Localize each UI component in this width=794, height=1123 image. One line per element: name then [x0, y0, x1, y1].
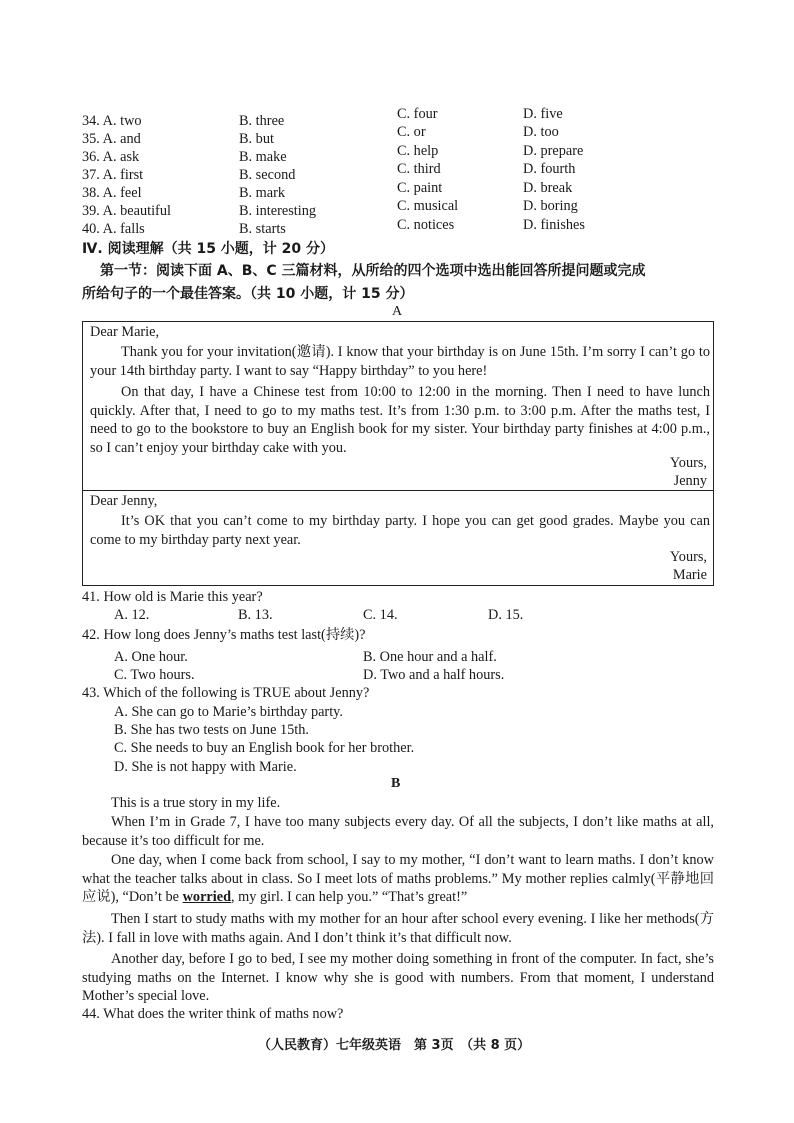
option-37a: 37. A. first [82, 167, 144, 183]
option-34c: C. four [397, 106, 438, 122]
passage-b-label: B [391, 776, 401, 791]
passage-a-label: A [392, 304, 403, 319]
section-instruction-line2: 所给句子的一个最佳答案。（共 10 小题，计 15 分） [82, 286, 414, 302]
section-instruction-line1: 第一节：阅读下面 A、B、C 三篇材料，从所给的四个选项中选出能回答所提问题或完成 [100, 263, 646, 279]
q41-stem: 41. How old is Marie this year? [82, 589, 263, 605]
q41-option-d: D. 15. [488, 607, 524, 623]
letter1-signature: Jenny [673, 473, 707, 489]
q43-option-d: D. She is not happy with Marie. [114, 759, 297, 775]
option-36a: 36. A. ask [82, 149, 140, 165]
option-39b: B. interesting [239, 203, 317, 219]
option-40b: B. starts [239, 221, 286, 237]
option-38c: C. paint [397, 180, 443, 196]
letter1-closing: Yours, [669, 455, 707, 471]
q42-option-a: A. One hour. [114, 649, 188, 665]
passage-b-paragraph-2: When I’m in Grade 7, I have too many subjects every day. Of all the subjects, I don’t like maths at all, because it’s too difficult for me. [82, 814, 714, 849]
option-35b: B. but [239, 131, 274, 147]
letter-marie-box [82, 490, 714, 586]
option-40c: C. notices [397, 217, 455, 233]
option-38b: B. mark [239, 185, 286, 201]
option-40a: 40. A. falls [82, 221, 145, 237]
option-40d: D. finishes [523, 217, 585, 233]
q42-stem: 42. How long does Jenny’s maths test last(持续)? [82, 627, 366, 643]
q43-option-a: A. She can go to Marie’s birthday party. [114, 704, 343, 720]
option-37b: B. second [239, 167, 296, 183]
option-36d: D. prepare [523, 143, 584, 159]
option-37c: C. third [397, 161, 441, 177]
letter1-paragraph-1: Thank you for your invitation(邀请). I know that your birthday is on June 15th. I’m sorry I can’t go to your 14th birthday party. I want to say “Happy birthday” to you here! [90, 344, 710, 379]
passage-b-paragraph-3 [82, 851, 714, 907]
q42-option-b: B. One hour and a half. [363, 649, 497, 665]
option-38a: 38. A. feel [82, 185, 142, 201]
passage-b-paragraph-5: Another day, before I go to bed, I see my mother doing something in front of the computer. In fact, she’s studying maths on the Internet. I know why she is good with numbers. From that moment, I understand Mother’s special love. [82, 951, 714, 1004]
q41-option-a: A. 12. [114, 607, 150, 623]
q43-stem: 43. Which of the following is TRUE about Jenny? [82, 685, 370, 701]
letter2-salutation: Dear Jenny, [90, 493, 158, 509]
emphasized-word: worried [182, 889, 232, 905]
option-34d: D. five [523, 106, 563, 122]
option-36b: B. make [239, 149, 287, 165]
option-34b: B. three [239, 113, 285, 129]
option-35a: 35. A. and [82, 131, 141, 147]
option-39a: 39. A. beautiful [82, 203, 171, 219]
option-35c: C. or [397, 124, 426, 140]
page-footer: （人民教育）七年级英语 第 3页 （共 8 页） [258, 1038, 531, 1053]
letter2-closing: Yours, [669, 549, 707, 565]
letter1-salutation: Dear Marie, [90, 324, 160, 340]
q42-option-d: D. Two and a half hours. [363, 667, 505, 683]
section-title: Ⅳ. 阅读理解（共 15 小题，计 20 分） [82, 241, 335, 257]
option-39c: C. musical [397, 198, 459, 214]
passage-b-paragraph-1: This is a true story in my life. [111, 795, 281, 811]
option-34a: 34. A. two [82, 113, 142, 129]
q41-option-b: B. 13. [238, 607, 273, 623]
q43-option-b: B. She has two tests on June 15th. [114, 722, 309, 738]
q41-option-c: C. 14. [363, 607, 398, 623]
option-36c: C. help [397, 143, 439, 159]
option-37d: D. fourth [523, 161, 576, 177]
letter2-paragraph-1: It’s OK that you can’t come to my birthday party. I hope you can get good grades. Maybe you can come to my birthday party next year. [90, 513, 710, 548]
option-38d: D. break [523, 180, 573, 196]
paragraph-3-text-before: One day, when I come back from school, I say to my mother, “I don’t want to learn maths. I don’t know what the teacher talks about in class. So I meet lots of maths problems.” My mother replies calmly(平静地回应说), “Don’t be [82, 852, 714, 905]
paragraph-3-text-after: , my girl. I can help you.” “That’s great!” [231, 889, 468, 905]
option-39d: D. boring [523, 198, 578, 214]
q43-option-c: C. She needs to buy an English book for her brother. [114, 740, 415, 756]
letter2-signature: Marie [672, 567, 707, 583]
option-35d: D. too [523, 124, 559, 140]
q44-stem: 44. What does the writer think of maths now? [82, 1006, 344, 1022]
passage-b-paragraph-4: Then I start to study maths with my mother for an hour after school every evening. I like her methods(方法). I fall in love with maths again. And I don’t think it’s that difficult now. [82, 911, 714, 946]
q42-option-c: C. Two hours. [114, 667, 195, 683]
letter-jenny-box [82, 321, 714, 491]
letter1-paragraph-2: On that day, I have a Chinese test from 10:00 to 12:00 in the morning. Then I need to have lunch quickly. After that, I need to go to my maths test. It’s from 1:30 p.m. to 3:00 p.m. After the maths test, I need to go to the bookstore to buy an English book for my sister. Your birthday party finishes at 4:00 p.m., so I can’t enjoy your birthday cake with you. [90, 384, 710, 456]
